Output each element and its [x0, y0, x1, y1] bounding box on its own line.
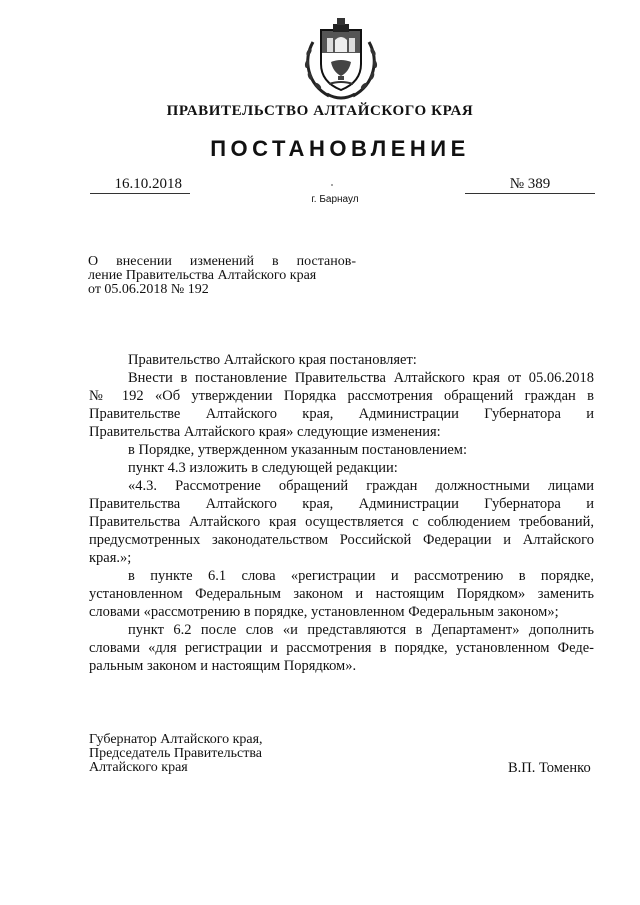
organization-title: ПРАВИТЕЛЬСТВО АЛТАЙСКОГО КРАЯ — [166, 103, 474, 119]
signatory-title: Губернатор Алтайского края, — [89, 732, 263, 747]
body-line: словами «рассмотрению в порядке, установленном Федеральным законом»; — [89, 604, 559, 620]
document-date: 16.10.2018 — [90, 176, 190, 194]
body-line: словами «для регистрации и рассмотрения в порядке, установленном Феде- — [89, 640, 594, 656]
body-line: «4.3. Рассмотрение обращений граждан должностными лицами — [128, 478, 594, 494]
signatory-title: Алтайского края — [89, 760, 188, 775]
subject-line: от 05.06.2018 № 192 — [88, 282, 209, 297]
body-line: Правительства Алтайского края» следующие изменения: — [89, 424, 441, 440]
body-line: предусмотренных законодательством Российской Федерации и Алтайского — [89, 532, 594, 548]
coat-of-arms-emblem — [299, 12, 383, 104]
subject-line: ление Правительства Алтайского края — [88, 268, 317, 283]
body-line: Правительство Алтайского края постановляет: — [128, 352, 417, 368]
body-line: пункт 6.2 после слов «и представляются в Департамент» дополнить — [128, 622, 594, 638]
signatory-title: Председатель Правительства — [89, 746, 262, 761]
city-label: г. Барнаул — [311, 194, 359, 205]
signatory-name: В.П. Томенко — [508, 760, 591, 776]
body-line: установленном Федеральным законом и настоящим Порядком» заменить — [89, 586, 594, 602]
body-line: в Порядке, утвержденном указанным постановлением: — [128, 442, 468, 458]
body-line: Внести в постановление Правительства Алтайского края от 05.06.2018 — [128, 370, 594, 386]
document-number: № 389 — [465, 176, 595, 194]
body-line: в пункте 6.1 слова «регистрации и рассмотрению в порядке, — [128, 568, 594, 584]
body-line: ральным законом и настоящим Порядком». — [89, 658, 357, 674]
body-line: Правительства Алтайского края, Администрации Губернатора и — [89, 496, 594, 512]
body-line: края.»; — [89, 550, 132, 566]
document-type-title: ПОСТАНОВЛЕНИЕ — [210, 136, 470, 161]
body-line: № 192 «Об утверждении Порядка рассмотрения обращений граждан в — [89, 388, 594, 404]
body-line: Правительстве Алтайского края, Администрации Губернатора и — [89, 406, 594, 422]
subject-line: О внесении изменений в постанов- — [88, 254, 356, 269]
separator-dot — [331, 184, 333, 186]
body-line: Правительства Алтайского края осуществляется с соблюдением требований, — [89, 514, 594, 530]
body-line: пункт 4.3 изложить в следующей редакции: — [128, 460, 398, 476]
